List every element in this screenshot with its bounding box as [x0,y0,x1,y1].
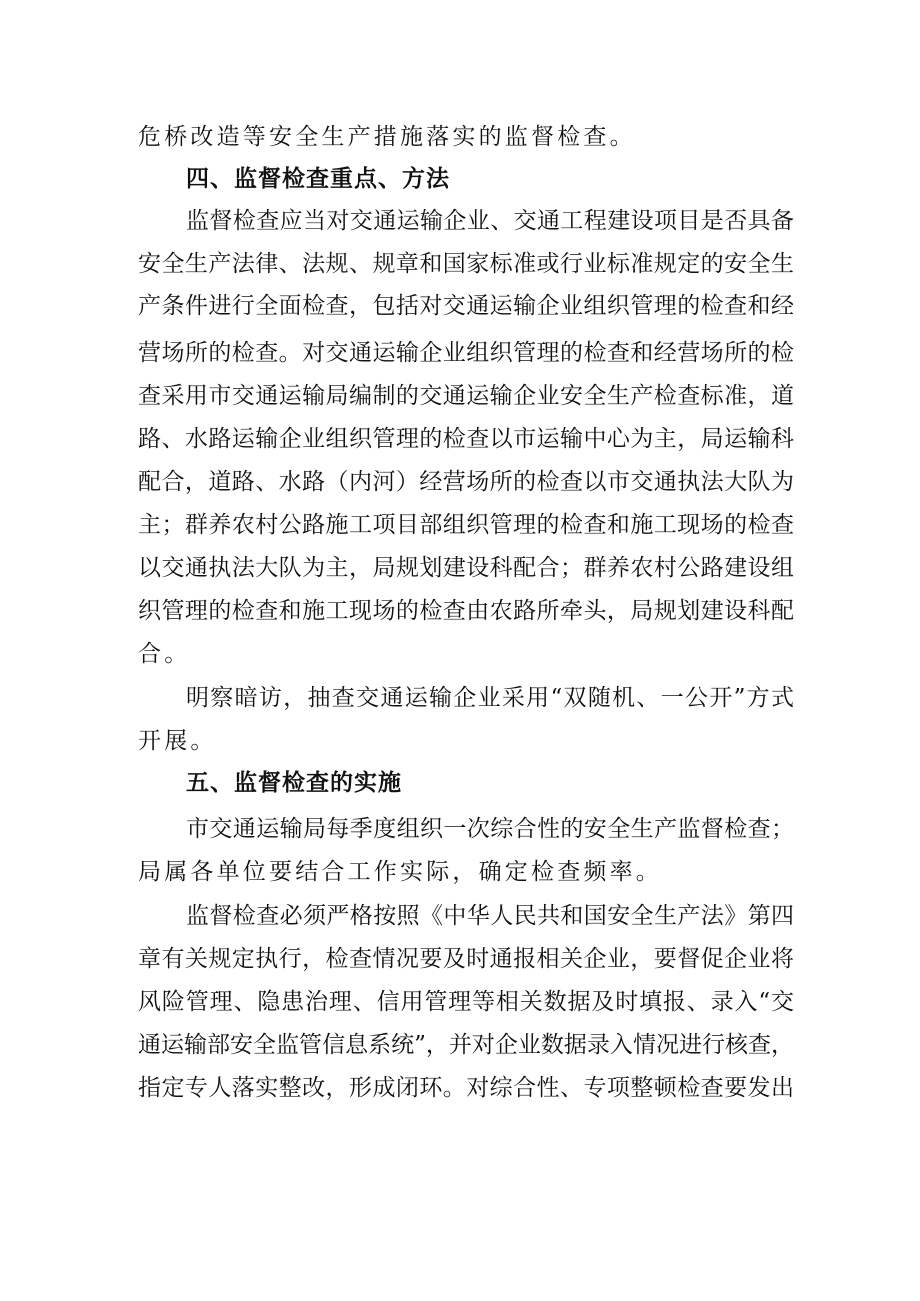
text-line: 章有关规定执行，检查情况要及时通报相关企业，要督促企业将 [138,946,794,972]
text-line: 监督检查应当对交通运输企业、交通工程建设项目是否具备 [186,208,794,234]
text-line: 危桥改造等安全生产措施落实的监督检查。 [138,124,636,150]
text-line: 指定专人落实整改，形成闭环。对综合性、专项整顿检查要发出 [138,1075,794,1101]
text-line: 配合，道路、水路（内河）经营场所的检查以市交通执法大队为 [138,469,794,495]
text-line: 主；群养农村公路施工项目部组织管理的检查和施工现场的检查 [138,512,794,538]
text-line: 路、水路运输企业组织管理的检查以市运输中心为主，局运输科 [138,426,794,452]
text-line: 明察暗访，抽查交通运输企业采用“双随机、一公开”方式 [186,685,794,711]
text-line: 查采用市交通运输局编制的交通运输企业安全生产检查标准，道 [138,383,794,409]
text-line: 以交通执法大队为主，局规划建设科配合；群养农村公路建设组 [138,555,794,581]
text-line: 监督检查必须严格按照《中华人民共和国安全生产法》第四 [186,903,794,929]
text-line: 织管理的检查和施工现场的检查由农路所牵头，局规划建设科配 [138,598,794,624]
text-line: 营场所的检查。对交通运输企业组织管理的检查和经营场所的检 [138,340,794,366]
text-line: 市交通运输局每季度组织一次综合性的安全生产监督检查； [186,816,794,842]
section-heading-5: 五、监督检查的实施 [186,770,402,796]
text-line: 通运输部安全监管信息系统”，并对企业数据录入情况进行核查， [138,1032,794,1058]
text-line: 产条件进行全面检查，包括对交通运输企业组织管理的检查和经 [138,293,794,319]
text-line: 开展。 [138,728,217,754]
section-heading-4: 四、监督检查重点、方法 [186,166,450,192]
text-line: 风险管理、隐患治理、信用管理等相关数据及时填报、录入“交 [138,989,794,1015]
text-line: 合。 [138,641,191,667]
text-line: 安全生产法律、法规、规章和国家标准或行业标准规定的安全生 [138,251,794,277]
text-line: 局属各单位要结合工作实际，确定检查频率。 [138,859,662,885]
